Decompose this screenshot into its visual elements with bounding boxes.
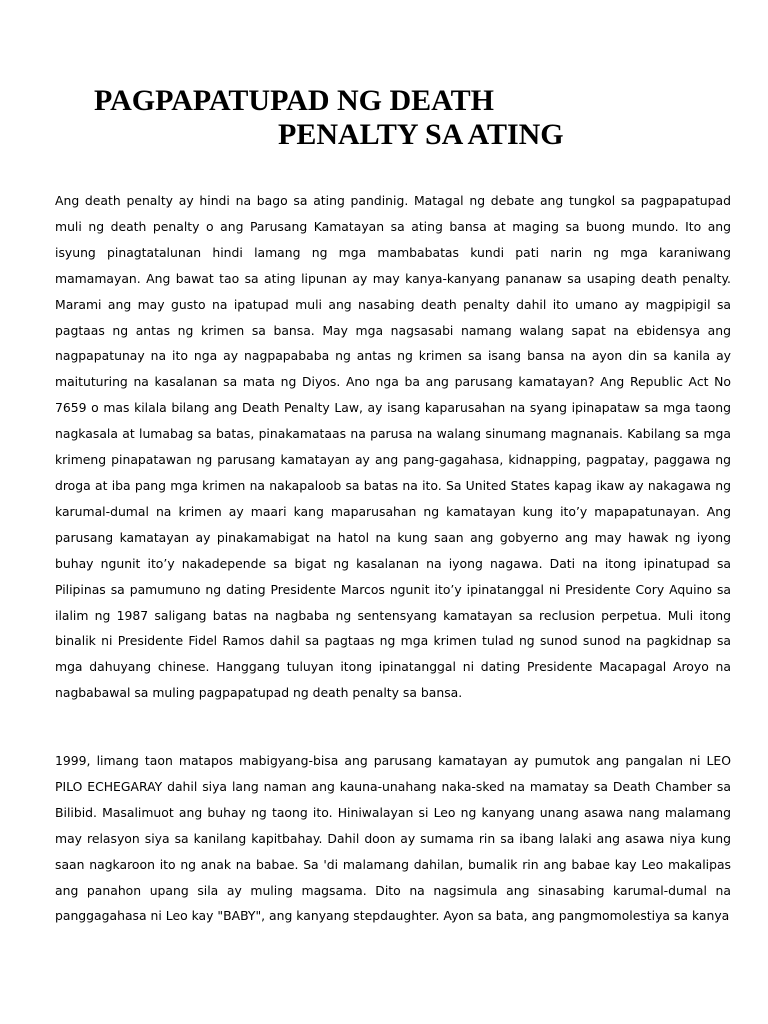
body-paragraph-2: 1999, limang taon matapos mabigyang-bisa ang parusang kamatayan ay pumutok ang pangalan ni LEO PILO ECHEGARAY dahil siya lang naman ang kauna-unahang naka-sked na mamatay sa Death Chamber sa Bilibid. Masalimuot ang buhay ng taong ito. Hiniwalayan si Leo ng kanyang unang asawa nang malamang may relasyon siya sa kanilang kapitbahay. Dahil doon ay sumama rin sa ibang lalaki ang asawa niya kung saan nagkaroon ito ng anak na babae. Sa 'di malamang dahilan, bumalik rin ang babae kay Leo makalipas ang panahon upang sila ay muling magsama. Dito na nagsimula ang sinasabing karumal-dumal na panggagahasa ni Leo kay "BABY", ang kanyang stepdaughter. Ayon sa bata, ang pangmomolestiya sa kanya (55, 753, 731, 924)
title-line-1: PAGPAPATUPAD NG DEATH (94, 84, 494, 117)
body-paragraph-1: Ang death penalty ay hindi na bago sa ating pandinig. Matagal ng debate ang tungkol sa pagpapatupad muli ng death penalty o ang Parusang Kamatayan sa ating bansa at maging sa buong mundo. Ito ang isyung pinagtatalunan hindi lamang ng mga mambabatas kundi pati narin ng mga karaniwang mamamayan. Ang bawat tao sa ating lipunan ay may kanya-kanyang pananaw sa usaping death penalty. Marami ang may gusto na ipatupad muli ang nasabing death penalty dahil ito umano ay magpipigil sa pagtaas ng antas ng krimen sa bansa. May mga nagsasabi namang walang sapat na ebidensya ang nagpapatunay na ito nga ay nagpapababa ng antas ng krimen sa isang bansa na ayon din sa kanila ay maituturing na kasalanan sa mata ng Diyos. Ano nga ba ang parusang kamatayan? Ang Republic Act No 7659 o mas kilala bilang ang Death Penalty Law, ay isang kaparusahan na syang ipinapataw sa mga taong nagkasala at lumabag sa batas, pinakamataas na parusa na walang sinumang magnanais. Kabilang sa mga krimeng pinapatawan ng parusang kamatayan ay ang pang-gagahasa, kidnapping, pagpatay, paggawa ng droga at iba pang mga krimen na nakapaloob sa batas na ito. Sa United States kapag ikaw ay nakagawa ng karumal-dumal na krimen ay maari kang maparusahan ng kamatayan kung ito’y mapapatunayan. Ang parusang kamatayan ay pinakamabigat na hatol na kung saan ang gobyerno ang may hawak ng iyong buhay ngunit ito’y nakadepende sa bigat ng kasalanan na iyong nagawa. Dati na itong ipinatupad sa Pilipinas sa pamumuno ng dating Presidente Marcos ngunit ito’y ipinatanggal ni Presidente Cory Aquino sa ilalim ng 1987 saligang batas na nagbaba ng sentensyang kamatayan sa reclusion perpetua. Muli itong binalik ni Presidente Fidel Ramos dahil sa pagtaas ng mga krimen tulad ng sunod sunod na pagkidnap sa mga dahuyang chinese. Hanggang tuluyan itong ipinatanggal ni dating Presidente Macapagal Aroyo na nagbabawal sa muling pagpapatupad ng death penalty sa bansa. (55, 193, 731, 701)
title-line-2: PENALTY SA ATING (278, 118, 564, 151)
